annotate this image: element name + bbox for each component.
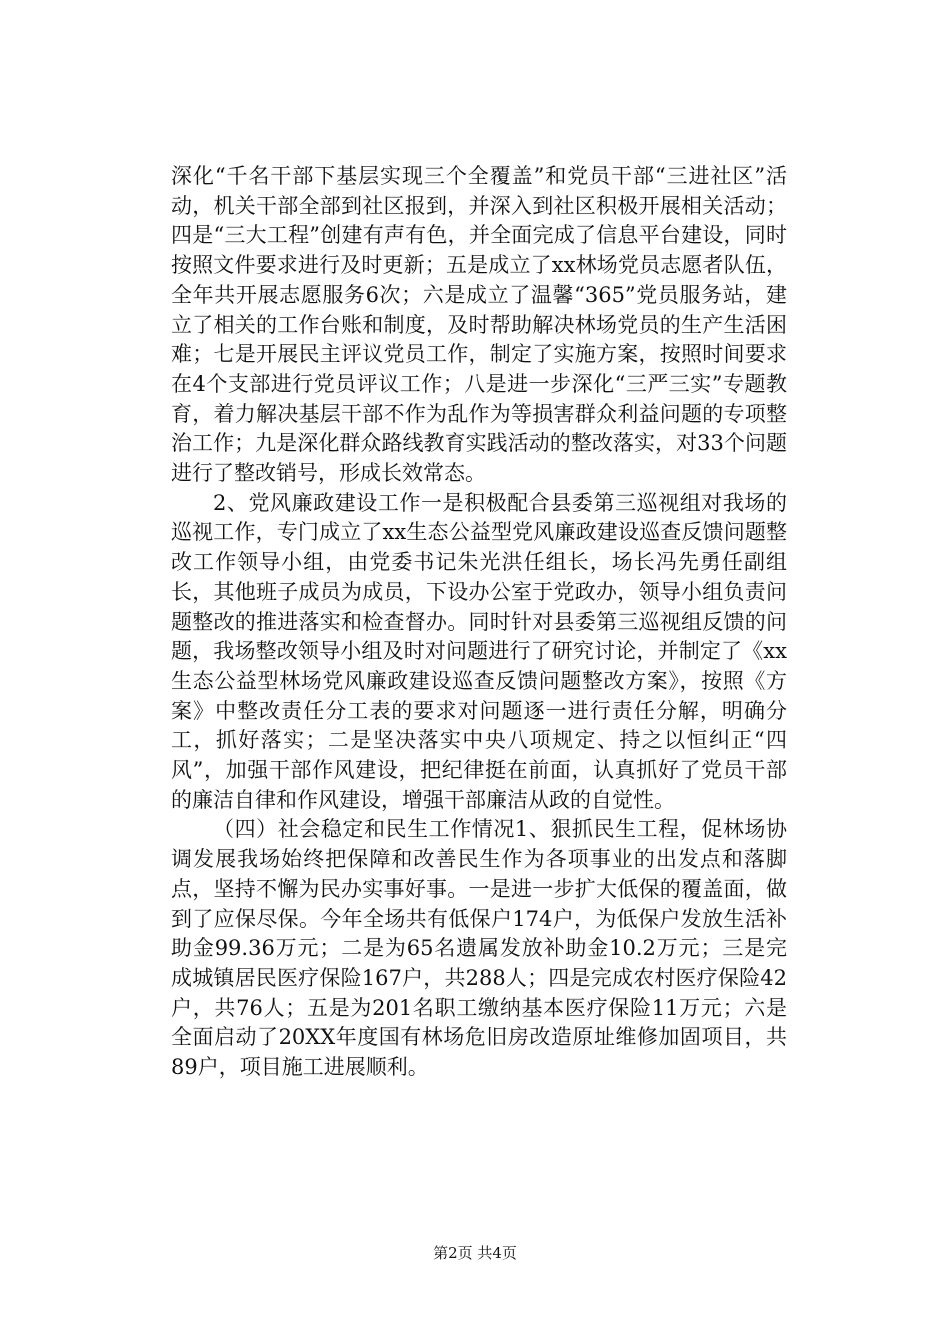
document-body [171,162,787,1083]
paragraph-integrity-work: 2、党风廉政建设工作一是积极配合县委第三巡视组对我场的巡视工作，专门成立了xx生态公益型党风廉政建设巡查反馈问题整改工作领导小组，由党委书记朱光洪任组长，场长冯先勇任副组长，其他班子成员为成员，下设办公室于党政办，领导小组负责问题整改的推进落实和检查督办。同时针对县委第三巡视组反馈的问题，我场整改领导小组及时对问题进行了研究讨论，并制定了《xx生态公益型林场党风廉政建设巡查反馈问题整改方案》，按照《方案》中整改责任分工表的要求对问题逐一进行责任分解，明确分工，抓好落实；二是坚决落实中央八项规定、持之以恒纠正“四风”，加强干部作风建设，把纪律挺在前面，认真抓好了党员干部的廉洁自律和作风建设，增强干部廉洁从政的自觉性。 [171,490,787,812]
paragraph-livelihood-work: （四）社会稳定和民生工作情况1、狠抓民生工程，促林场协调发展我场始终把保障和改善民生作为各项事业的出发点和落脚点，坚持不懈为民办实事好事。一是进一步扩大低保的覆盖面，做到了应保尽保。今年全场共有低保户174户，为低保户发放生活补助金99.36万元；二是为65名遗属发放补助金10.2万元；三是完成城镇居民医疗保险167户，共288人；四是完成农村医疗保险42户，共76人；五是为201名职工缴纳基本医疗保险11万元；六是全面启动了20XX年度国有林场危旧房改造原址维修加固项目，共89户，项目施工进展顺利。 [171,817,787,1080]
page-number-footer: 第2页 共4页 [433,1244,517,1262]
paragraph-party-building: 深化“千名干部下基层实现三个全覆盖”和党员干部“三进社区”活动，机关干部全部到社区报到，并深入到社区积极开展相关活动；四是“三大工程”创建有声有色，并全面完成了信息平台建设，同时按照文件要求进行及时更新；五是成立了xx林场党员志愿者队伍，全年共开展志愿服务6次；六是成立了温馨“365”党员服务站，建立了相关的工作台账和制度，及时帮助解决林场党员的生产生活困难；七是开展民主评议党员工作，制定了实施方案，按照时间要求在4个支部进行党员评议工作；八是进一步深化“三严三实”专题教育，着力解决基层干部不作为乱作为等损害群众利益问题的专项整治工作；九是深化群众路线教育实践活动的整改落实，对33个问题进行了整改销号，形成长效常态。 [171,164,787,486]
